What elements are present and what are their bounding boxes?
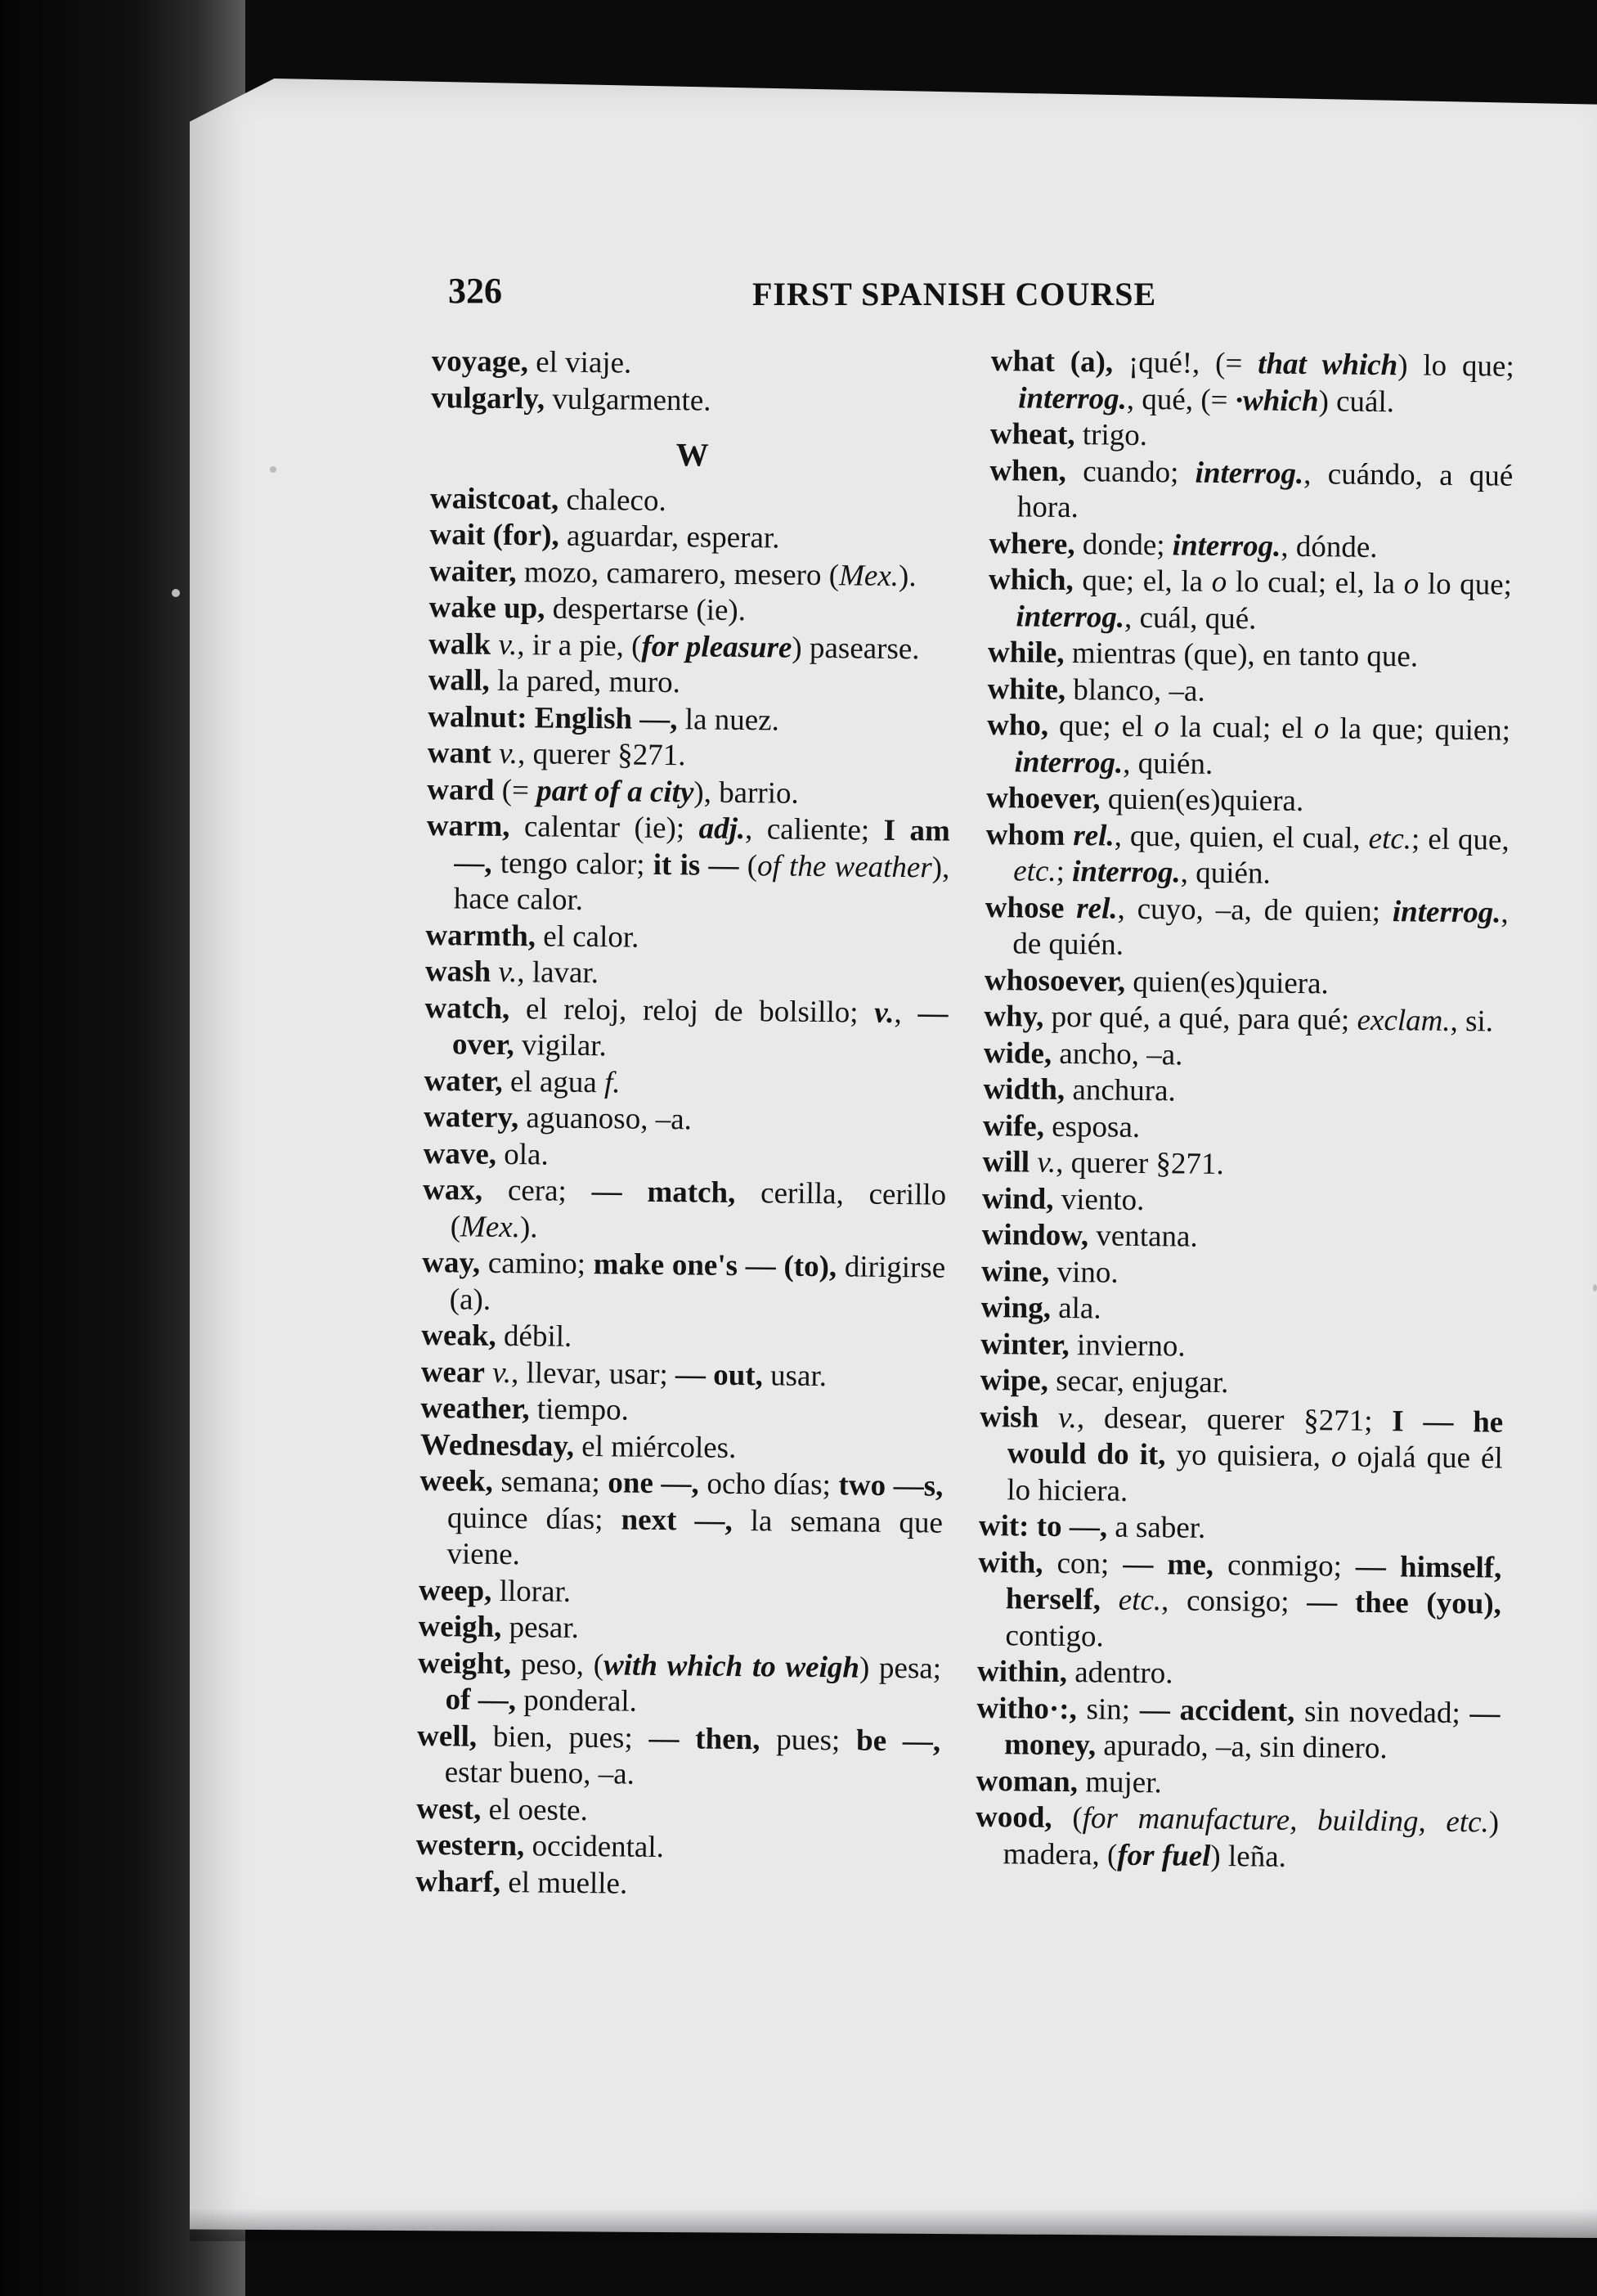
dictionary-entry — [421, 1318, 944, 1359]
dictionary-entry — [988, 635, 1511, 676]
entry-text: ) madera, ( — [1003, 1805, 1500, 1872]
entry-text: esposa. — [1043, 1109, 1141, 1144]
entry-text: ). — [898, 559, 917, 593]
dictionary-entry — [984, 1035, 1507, 1076]
entry-text: ) leña. — [1210, 1839, 1287, 1874]
entry-text: estar bueno, –a. — [444, 1755, 635, 1791]
entry-text: o — [1313, 712, 1330, 746]
dictionary-entry — [428, 590, 952, 631]
entry-text: , llevar, usar; — [510, 1355, 676, 1391]
entry-text: quien(es)quiera. — [1100, 782, 1304, 819]
entry-text: o — [1330, 1440, 1347, 1474]
entry-headword: wait (for), — [429, 517, 559, 553]
entry-headword: Wednesday, — [419, 1427, 575, 1463]
dictionary-entry — [975, 1800, 1499, 1878]
entry-text: que; el — [1047, 708, 1155, 744]
entry-text: dirigirse (a). — [449, 1250, 946, 1317]
dictionary-entry — [425, 917, 949, 959]
entry-headword: wing, — [980, 1290, 1052, 1325]
entry-text: ola. — [496, 1137, 549, 1172]
entry-text: etc. — [1013, 854, 1056, 888]
entry-text: o — [1154, 710, 1170, 744]
dictionary-entry — [986, 708, 1510, 786]
entry-headword: wit: to —, — [978, 1508, 1108, 1544]
dictionary-entry — [987, 671, 1510, 712]
entry-text: , querer §271. — [1056, 1145, 1224, 1182]
entry-headword: — then, — [648, 1721, 760, 1756]
entry-headword: wake up, — [428, 590, 545, 626]
entry-text: ponderal. — [515, 1683, 638, 1719]
dictionary-entry — [427, 771, 950, 813]
entry-text: , dónde. — [1281, 529, 1378, 564]
dictionary-entry — [977, 1654, 1501, 1696]
entry-text: sin novedad; — [1294, 1694, 1470, 1730]
dictionary-entry — [424, 1099, 947, 1141]
entry-headword: weight, — [417, 1646, 512, 1681]
entry-text: débil. — [496, 1319, 572, 1354]
dictionary-entry — [430, 480, 953, 522]
entry-text: lo que; — [1418, 567, 1513, 602]
entry-text: part of a city — [536, 773, 694, 809]
entry-text: invierno. — [1069, 1328, 1186, 1364]
entry-text: , cuál, qué. — [1124, 600, 1257, 636]
entry-headword: warm, — [426, 808, 510, 844]
entry-headword: waiter, — [428, 554, 517, 589]
entry-text: cuando; — [1065, 454, 1196, 490]
dictionary-entry — [419, 1463, 943, 1578]
entry-headword: two —s, — [838, 1468, 944, 1503]
entry-headword: wine, — [980, 1254, 1050, 1289]
entry-headword: window, — [981, 1217, 1089, 1253]
entry-text: rel. — [1064, 891, 1118, 926]
entry-headword: when, — [989, 453, 1067, 488]
entry-headword: wide, — [983, 1036, 1052, 1071]
entry-headword: whoever, — [985, 780, 1101, 816]
dictionary-entry — [989, 525, 1512, 567]
entry-text: ocho días; — [698, 1467, 839, 1503]
dictionary-entry — [976, 1690, 1501, 1768]
entry-text: conmigo; — [1213, 1548, 1357, 1584]
entry-text: Mex. — [460, 1209, 521, 1244]
entry-text: ). — [519, 1210, 538, 1244]
entry-text: ·which — [1235, 383, 1319, 418]
entry-headword: western, — [415, 1827, 525, 1863]
entry-headword: wipe, — [980, 1363, 1049, 1398]
entry-text: v. — [1029, 1145, 1056, 1179]
entry-text: , cuándo, a qué hora. — [1016, 456, 1514, 525]
dictionary-entry — [983, 1072, 1506, 1113]
entry-headword: wax, — [422, 1172, 483, 1207]
entry-text: v. — [491, 627, 518, 662]
dictionary-entry — [421, 1354, 944, 1395]
entry-text: el oeste. — [481, 1792, 589, 1827]
entry-text: , lavar. — [517, 955, 599, 991]
entry-text: of the weather — [756, 848, 932, 884]
entry-headword: wind, — [981, 1181, 1054, 1216]
entry-text: trigo. — [1074, 418, 1148, 453]
entry-text: bien, pues; — [476, 1719, 649, 1755]
dictionary-entry — [423, 1135, 946, 1177]
letter-heading: W — [675, 436, 709, 474]
entry-text: , de quién. — [1012, 896, 1509, 962]
entry-text: anchura. — [1064, 1072, 1176, 1108]
dictionary-entry — [428, 663, 951, 704]
entry-text: a saber. — [1106, 1510, 1206, 1545]
entry-text: ¡qué!, (= — [1112, 345, 1258, 381]
entry-text: secar, enjugar. — [1047, 1364, 1229, 1400]
entry-text: usar. — [762, 1358, 828, 1393]
entry-headword: it is — — [653, 847, 739, 883]
entry-text: vino. — [1049, 1255, 1119, 1290]
entry-text: v. — [491, 736, 518, 771]
entry-headword: west, — [416, 1791, 482, 1826]
entry-text: ; el que, — [1411, 821, 1510, 857]
entry-text: el reloj, reloj de bolsillo; — [509, 991, 875, 1030]
entry-headword: whosoever, — [984, 963, 1126, 999]
dictionary-entry — [981, 1217, 1505, 1259]
entry-text: ala. — [1050, 1291, 1101, 1326]
page-bottom-edge — [190, 2208, 1597, 2241]
entry-text: quince días; — [446, 1500, 621, 1537]
entry-text: interrog. — [1195, 456, 1304, 491]
entry-text: ) pesa; — [859, 1651, 942, 1686]
entry-text: despertarse (ie). — [545, 591, 747, 628]
entry-headword: waistcoat, — [429, 481, 559, 517]
entry-text: chaleco. — [559, 483, 666, 518]
entry-headword: make one's — (to), — [593, 1247, 837, 1284]
entry-headword: wall, — [428, 663, 490, 698]
entry-text: interrog. — [1172, 528, 1281, 564]
entry-headword: watch, — [424, 991, 510, 1026]
entry-headword: woman, — [976, 1764, 1079, 1799]
dictionary-entry — [980, 1326, 1504, 1368]
entry-text: camino; — [479, 1246, 594, 1282]
left-column — [415, 344, 955, 1906]
entry-text: ; — [1056, 854, 1073, 889]
entry-headword: way, — [422, 1245, 481, 1280]
entry-text: , — [894, 995, 918, 1030]
entry-headword: — accident, — [1139, 1692, 1295, 1728]
entry-headword: winter, — [980, 1327, 1070, 1362]
running-title: FIRST SPANISH COURSE — [752, 276, 1157, 312]
entry-text: aguardar, esperar. — [559, 519, 780, 555]
entry-headword: one —, — [608, 1466, 699, 1501]
entry-text — [1101, 1583, 1119, 1616]
page-header — [448, 270, 1266, 319]
entry-text: , caliente; — [744, 812, 884, 847]
entry-text: , si. — [1450, 1004, 1494, 1039]
entry-text: blanco, –a. — [1065, 672, 1205, 708]
entry-headword: whom — [985, 817, 1065, 852]
entry-headword: week, — [419, 1463, 494, 1498]
entry-text: that which — [1257, 347, 1398, 383]
entry-text: ( — [1052, 1800, 1083, 1835]
entry-text: etc. — [1368, 821, 1412, 856]
dictionary-entry — [415, 1863, 939, 1905]
entry-headword: — match, — [591, 1175, 736, 1210]
entry-headword: white, — [987, 672, 1066, 707]
dictionary-entry — [429, 553, 953, 595]
entry-headword: wood, — [975, 1800, 1052, 1835]
entry-headword: walnut: English —, — [428, 699, 678, 736]
entry-text: el agua — [502, 1064, 605, 1099]
entry-text: mientras (que), en tanto que. — [1064, 636, 1419, 674]
entry-text: el miércoles. — [573, 1429, 737, 1465]
entry-text: la nuez. — [677, 702, 780, 737]
entry-headword: wish — [980, 1400, 1039, 1435]
dictionary-entry — [422, 1172, 946, 1251]
entry-headword: vulgarly, — [431, 380, 545, 416]
entry-headword: wave, — [423, 1136, 497, 1171]
dictionary-entry — [416, 1791, 940, 1832]
entry-text: v. — [1038, 1400, 1078, 1435]
entry-text: ), barrio. — [693, 775, 799, 811]
entry-text: sin; — [1076, 1692, 1141, 1727]
dictionary-entry — [424, 990, 949, 1068]
dictionary-entry — [428, 735, 951, 777]
entry-text: vigilar. — [514, 1028, 607, 1063]
entry-text: , ir a pie, ( — [517, 627, 642, 663]
entry-text: ancho, –a. — [1051, 1036, 1183, 1072]
entry-headword: where, — [989, 526, 1075, 561]
entry-text: exclam. — [1357, 1003, 1451, 1038]
entry-text: la que; quien; — [1329, 712, 1511, 748]
entry-text: la pared, muro. — [489, 663, 681, 700]
entry-text: for pleasure — [641, 629, 792, 665]
entry-headword: I — he would do it, — [1007, 1404, 1504, 1472]
entry-headword: witho·:, — [976, 1691, 1078, 1726]
entry-text: la cual; el — [1169, 710, 1315, 746]
entry-headword: weather, — [420, 1391, 530, 1427]
dictionary-entry — [981, 1253, 1505, 1295]
right-column — [975, 344, 1514, 1878]
entry-text: llorar. — [491, 1574, 572, 1609]
entry-headword: I am —, — [454, 813, 951, 880]
entry-headword: wash — [424, 954, 491, 989]
dictionary-entry — [989, 452, 1514, 531]
entry-text: adentro. — [1066, 1656, 1173, 1691]
entry-text: ojalá que él lo hiciera. — [1007, 1440, 1503, 1508]
entry-headword: well, — [416, 1719, 478, 1754]
entry-text: ( — [738, 848, 758, 883]
entry-text: ) cuál. — [1318, 384, 1395, 419]
entry-headword: — me, — [1123, 1547, 1214, 1582]
entry-text: con; — [1043, 1546, 1124, 1581]
entry-headword: weigh, — [418, 1609, 502, 1644]
entry-text: yo quisiera, — [1165, 1438, 1332, 1474]
entry-headword: whose — [985, 890, 1065, 925]
entry-text: interrog. — [1392, 894, 1501, 930]
entry-headword: walk — [428, 627, 491, 662]
entry-text: calentar (ie); — [509, 810, 699, 846]
entry-text: quien(es)quiera. — [1124, 964, 1329, 1000]
entry-headword: wharf, — [415, 1864, 501, 1899]
dictionary-entry — [984, 999, 1507, 1040]
entry-text: peso, ( — [510, 1647, 604, 1682]
entry-text: viento. — [1053, 1182, 1145, 1217]
entry-text: mozo, camarero, mesero ( — [516, 555, 840, 592]
entry-headword: weak, — [421, 1318, 496, 1353]
entry-text: apurado, –a, sin dinero. — [1095, 1728, 1388, 1766]
entry-text: , que, quien, el cual, — [1114, 819, 1369, 856]
entry-text: , consigo; — [1160, 1584, 1308, 1620]
dictionary-entry — [986, 780, 1510, 822]
dictionary-entry — [416, 1718, 940, 1796]
entry-text: etc. — [1118, 1583, 1162, 1618]
entry-text: el muelle. — [500, 1865, 628, 1901]
entry-text: occidental. — [524, 1829, 665, 1865]
dictionary-entry — [985, 816, 1510, 895]
entry-text: cera; — [482, 1173, 592, 1209]
page-number: 326 — [448, 271, 502, 311]
dictionary-entry — [425, 954, 949, 995]
dictionary-entry — [982, 1144, 1505, 1186]
entry-text: interrog. — [1016, 599, 1125, 635]
entry-headword: weep, — [418, 1573, 492, 1608]
entry-text: , cuyo, –a, de quien; — [1117, 892, 1393, 928]
entry-headword: ward — [427, 772, 495, 807]
entry-text: rel. — [1065, 818, 1115, 853]
dictionary-entry — [985, 962, 1508, 1004]
dictionary-entry — [979, 1508, 1502, 1550]
dictionary-entry — [990, 416, 1514, 458]
entry-text: tiempo. — [529, 1392, 630, 1427]
dust-speck — [270, 466, 276, 473]
entry-text: aguanoso, –a. — [518, 1101, 693, 1137]
dictionary-entry — [420, 1391, 944, 1432]
entry-text: vulgarmente. — [544, 381, 711, 418]
entry-text: o — [1403, 567, 1420, 601]
entry-text: , quién. — [1123, 746, 1213, 781]
dust-speck — [1593, 1284, 1597, 1292]
dictionary-entry — [980, 1290, 1504, 1332]
entry-headword: water, — [424, 1063, 504, 1099]
entry-text: , qué, (= — [1126, 382, 1236, 417]
dictionary-entry — [428, 626, 952, 667]
entry-text: cerilla, cerillo ( — [450, 1175, 947, 1243]
entry-text: que; el, la — [1073, 564, 1212, 599]
entry-headword: with, — [978, 1545, 1043, 1580]
entry-headword: — over, — [451, 995, 949, 1063]
entry-headword: wheat, — [989, 416, 1075, 452]
entry-text: f. — [603, 1065, 621, 1099]
entry-text: lo cual; el, la — [1226, 565, 1404, 601]
entry-headword: of —, — [445, 1683, 517, 1718]
entry-text: contigo. — [1005, 1618, 1104, 1654]
entry-text: por qué, a qué, para qué; — [1043, 1000, 1357, 1037]
dictionary-entry — [419, 1572, 942, 1614]
entry-headword: warmth, — [425, 918, 536, 953]
entry-text: for fuel — [1117, 1838, 1211, 1873]
entry-headword: voyage, — [431, 344, 529, 380]
entry-headword: who, — [986, 708, 1049, 743]
entry-headword: — money, — [1003, 1696, 1501, 1763]
entry-text: , quién. — [1180, 856, 1271, 891]
entry-text: interrog. — [1018, 380, 1128, 416]
dictionary-entry — [416, 1827, 940, 1869]
entry-text: interrog. — [1014, 744, 1124, 780]
entry-headword: within, — [976, 1654, 1068, 1690]
entry-headword: — himself, herself, — [1005, 1549, 1502, 1617]
entry-text: ) lo que; — [1397, 348, 1514, 384]
entry-text: for manufacture, building, etc. — [1082, 1801, 1489, 1840]
entry-text: donde; — [1074, 527, 1173, 562]
entry-text: ventana. — [1088, 1219, 1198, 1254]
dictionary-entry — [432, 344, 955, 385]
entry-text: interrog. — [1071, 855, 1181, 890]
entry-text: ) pasearse. — [792, 631, 920, 666]
entry-headword: while, — [987, 635, 1065, 670]
entry-text: mujer. — [1077, 1764, 1162, 1800]
entry-headword: why, — [984, 999, 1044, 1034]
entry-text: tengo calor; — [491, 846, 653, 882]
dictionary-entry — [429, 517, 953, 559]
entry-headword: next —, — [621, 1503, 733, 1538]
entry-headword: — thee (you), — [1307, 1585, 1502, 1621]
entry-text: el viaje. — [527, 345, 632, 380]
dictionary-entry — [428, 699, 951, 740]
entry-headword: width, — [983, 1072, 1065, 1107]
dust-speck — [172, 589, 180, 597]
entry-text: , desear, querer §271; — [1076, 1400, 1393, 1438]
dictionary-entry — [418, 1609, 941, 1651]
entry-text: pues; — [760, 1722, 857, 1758]
entry-text: v. — [484, 1355, 512, 1390]
dictionary-entry — [976, 1763, 1499, 1804]
dictionary-entry — [988, 562, 1512, 640]
entry-text: with which to weigh — [603, 1647, 860, 1685]
dictionary-entry — [977, 1544, 1501, 1659]
dictionary-entry — [417, 1645, 941, 1723]
entry-headword: wear — [420, 1355, 486, 1390]
entry-text: ), hace calor. — [453, 850, 950, 917]
entry-text: , querer §271. — [517, 737, 686, 773]
entry-text: (= — [494, 773, 537, 807]
dictionary-entry — [424, 1063, 947, 1104]
entry-headword: which, — [988, 562, 1074, 598]
entry-text: semana; — [492, 1464, 608, 1500]
dictionary-entry — [980, 1363, 1503, 1404]
entry-text: o — [1211, 564, 1227, 600]
dictionary-entry — [422, 1245, 946, 1323]
dictionary-entry — [420, 1427, 944, 1468]
entry-headword: will — [982, 1144, 1030, 1179]
dictionary-entry — [985, 889, 1509, 968]
dictionary-entry — [979, 1399, 1503, 1513]
entry-headword: — out, — [675, 1357, 764, 1392]
dictionary-entry — [426, 808, 950, 923]
entry-text: v. — [490, 955, 518, 990]
entry-headword: watery, — [423, 1099, 519, 1135]
dictionary-entry — [982, 1180, 1505, 1222]
entry-headword: want — [427, 735, 492, 771]
entry-headword: wife, — [982, 1108, 1045, 1144]
entry-headword: be —, — [855, 1723, 941, 1759]
entry-text: adj. — [698, 811, 746, 847]
entry-text: la semana que viene. — [446, 1503, 944, 1572]
entry-text: v. — [874, 995, 895, 1030]
dictionary-entry — [983, 1108, 1506, 1149]
entry-text: el calor. — [535, 919, 639, 955]
dictionary-entry — [431, 380, 954, 421]
entry-text: Mex. — [838, 558, 899, 593]
dictionary-entry — [990, 344, 1514, 422]
entry-headword: what (a), — [990, 344, 1114, 380]
entry-text: pesar. — [501, 1610, 580, 1645]
